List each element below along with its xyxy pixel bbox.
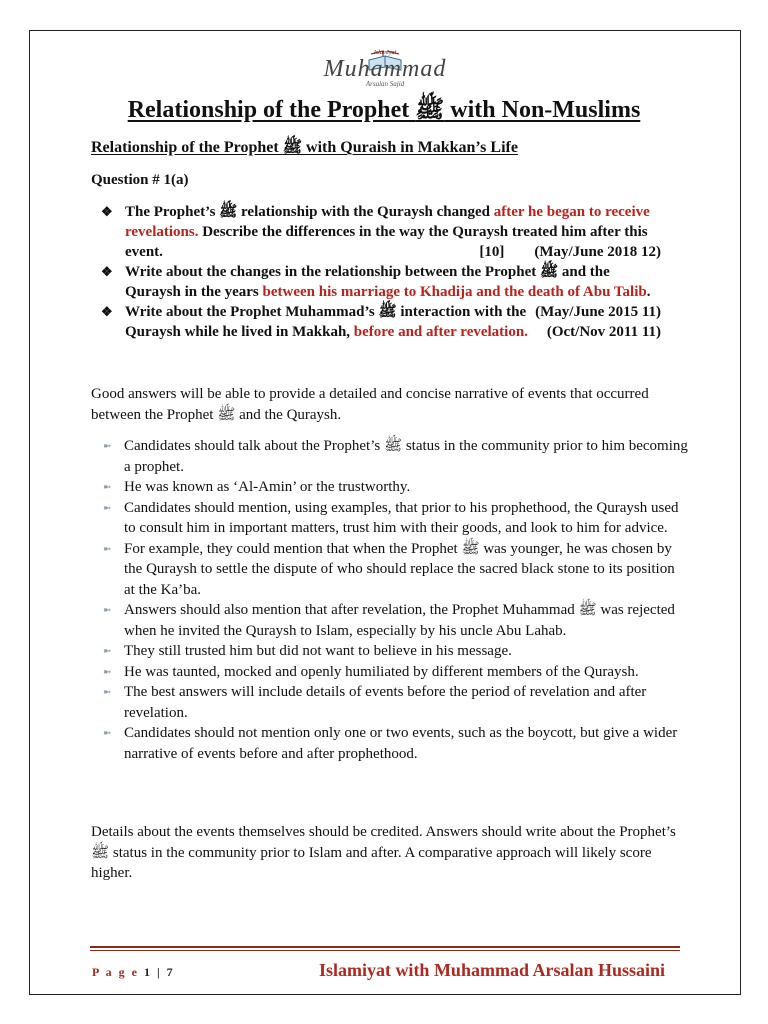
- question-text: .: [646, 284, 651, 300]
- list-item-text: He was taunted, mocked and openly humiliated by different members of the Quraysh.: [124, 663, 639, 680]
- question-text: Write about the Prophet Muhammad’s ﷺ interaction with the Quraysh while he lived in Makkah,: [125, 304, 527, 340]
- question-highlight: between his marriage to Khadija and the death of Abu Talib: [262, 284, 647, 300]
- question-reference: (May/June 2015 11): [535, 304, 661, 320]
- diamond-bullet-icon: ❖: [101, 204, 113, 219]
- arrow-bullet-icon: ➼: [103, 605, 112, 616]
- question-item: [101, 302, 661, 342]
- footer-divider-thin: [90, 950, 680, 951]
- marking-points-list: [103, 436, 688, 764]
- arrow-bullet-icon: ➼: [103, 666, 112, 678]
- footer-divider: [90, 946, 680, 948]
- arrow-bullet-icon: ➼: [103, 728, 112, 739]
- list-item: [103, 662, 688, 683]
- list-item: [103, 539, 688, 601]
- list-item: [103, 723, 688, 764]
- list-item-text: Candidates should not mention only one or two events, such as the boycott, but give a wider narrative of events before and after prophethood.: [124, 725, 678, 762]
- list-item-text: Candidates should mention, using examples, that prior to his prophethood, the Quraysh used to consult him in important matters, trust him with their goods, and look to him for advice.: [124, 499, 679, 536]
- page-number: [92, 965, 175, 980]
- list-item: [103, 477, 688, 498]
- question-text: Describe the differences in the way the Quraysh treated him after this event.: [125, 224, 648, 260]
- logo-name: Muhammad: [323, 56, 447, 82]
- list-item: [103, 600, 688, 641]
- page-title: Relationship of the Prophet ﷺ with Non-Muslims: [127, 97, 641, 123]
- diamond-bullet-icon: ❖: [101, 264, 113, 279]
- arrow-bullet-icon: ➼: [103, 687, 112, 698]
- list-item-text: For example, they could mention that when the Prophet ﷺ was younger, he was chosen by the Quraysh to settle the dispute of who should replace the sacred black stone to its position at the Ka’ba.: [124, 540, 675, 598]
- list-item-text: Candidates should talk about the Prophet’s ﷺ status in the community prior to him becoming a prophet.: [124, 438, 688, 475]
- arrow-bullet-icon: ➼: [103, 502, 112, 514]
- arrow-bullet-icon: ➼: [103, 543, 112, 555]
- section-subtitle: Relationship of the Prophet ﷺ with Quraish in Makkan’s Life: [91, 139, 518, 156]
- arrow-bullet-icon: ➼: [103, 482, 112, 493]
- question-label: Question # 1(a): [91, 172, 189, 188]
- diamond-bullet-icon: ❖: [101, 304, 113, 319]
- question-item: [101, 262, 661, 320]
- list-item: [103, 641, 688, 662]
- list-item-text: He was known as ‘Al-Amin’ or the trustworthy.: [124, 479, 411, 495]
- logo-book-label: Islamiyat: [373, 50, 397, 56]
- footer-brand: Islamiyat with Muhammad Arsalan Hussaini: [318, 960, 665, 980]
- closing-paragraph: Details about the events themselves should be credited. Answers should write about the Prophet’s ﷺ status in the community prior to Islam and after. A comparative approach will likely score higher.: [91, 824, 676, 881]
- question-marks: [10]: [479, 244, 505, 260]
- page-label: P a g e: [92, 965, 139, 979]
- question-text: The Prophet’s ﷺ relationship with the Quraysh changed: [125, 204, 494, 220]
- logo-graphic: [285, 40, 485, 90]
- page-number-value: 1 | 7: [144, 965, 175, 979]
- list-item-text: Answers should also mention that after revelation, the Prophet Muhammad ﷺ was rejected when he invited the Quraysh to Islam, especially by his uncle Abu Lahab.: [124, 602, 675, 639]
- question-reference: (Oct/Nov 2011 11): [546, 324, 661, 340]
- arrow-bullet-icon: ➼: [103, 441, 112, 452]
- logo-tagline: Arsalan Sajid: [365, 80, 405, 88]
- question-item: [101, 202, 661, 262]
- list-item: [103, 436, 688, 477]
- intro-paragraph: Good answers will be able to provide a detailed and concise narrative of events that occurred between the Prophet ﷺ and the Quraysh.: [91, 386, 649, 423]
- list-item: [103, 498, 688, 539]
- header-logo: [285, 40, 485, 90]
- list-item-text: They still trusted him but did not want to believe in his message.: [124, 643, 512, 659]
- question-text: Write about the changes in the relationship between the Prophet ﷺ and the Quraysh in the years: [125, 264, 610, 300]
- question-highlight: after he began to receive revelations.: [125, 204, 650, 240]
- list-item-text: The best answers will include details of events before the period of revelation and after revelation.: [124, 684, 647, 721]
- list-item: [103, 682, 688, 723]
- question-reference: (May/June 2018 12): [534, 244, 661, 260]
- arrow-bullet-icon: ➼: [103, 646, 112, 657]
- question-list: [101, 202, 661, 342]
- question-highlight: before and after revelation.: [353, 324, 528, 340]
